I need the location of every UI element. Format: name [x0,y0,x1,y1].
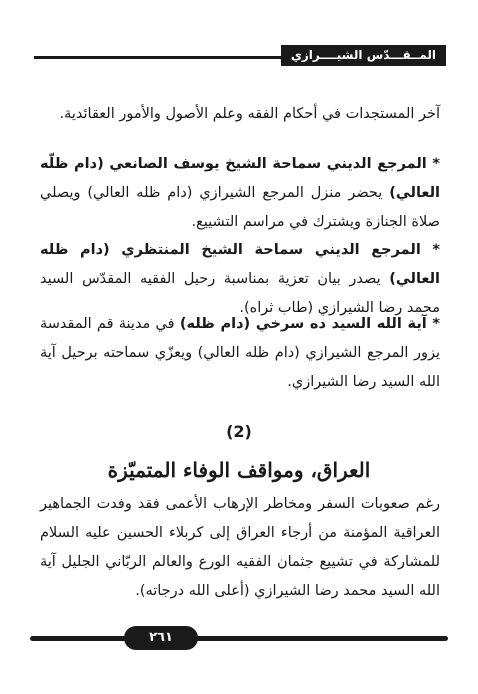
paragraph-rest: يحضر منزل المرجع الشيرازي (دام ظله العالي) ويصلي صلاة الجنازة ويشترك في مراسم التشييع. [40,185,440,230]
section-number: (2) [226,422,252,441]
footer-rule [30,636,448,641]
paragraph-rest: في مدينة قم المقدسة يزور المرجع الشيرازي (دام ظله العالي) ويعزّي سماحته برحيل آية الله السيد رضا الشيرازي. [40,316,440,390]
paragraph-text: آخر المستجدات في أحكام الفقه وعلم الأصول والأمور العقائدية. [59,106,440,122]
running-header [34,42,446,68]
paragraph-lead: * آية الله السيد ده سرخي (دام ظله) [179,316,440,332]
page-number: ٢٦١ [124,626,198,650]
section-body [40,490,440,606]
paragraph-text [40,150,440,237]
paragraph-intro [40,100,440,129]
section-title: العراق، ومواقف الوفاء المتميّزة [107,458,371,482]
paragraph-rest: يصدر بيان تعزية بمناسبة رحيل الفقيه المقدّس السيد محمد رضا الشيرازي (طاب ثراه). [40,271,440,316]
header-title: المــقـــدّس الشيــــرازي [281,45,446,66]
paragraph-sanei [40,150,440,237]
page-footer [30,624,448,654]
paragraph-lead: * المرجع الديني سماحة الشيخ يوسف الصانعي (دام ظلّه العالي) [40,156,440,201]
paragraph-text: رغم صعوبات السفر ومخاطر الإرهاب الأعمى فقد وفدت الجماهير العراقية المؤمنة من أرجاء العراق إلى كربلاء الحسين عليه السلام للمشاركة في تشييع جثمان الفقيه الورع والعالم الربّاني الجليل آية الله السيد محمد رضا الشيرازي (أعلى الله درجاته). [40,496,440,599]
paragraph-text [40,310,440,397]
paragraph-lead: * المرجع الديني سماحة الشيخ المنتظري (دام ظله العالي) [40,242,440,287]
paragraph-dehsorkhi [40,310,440,397]
